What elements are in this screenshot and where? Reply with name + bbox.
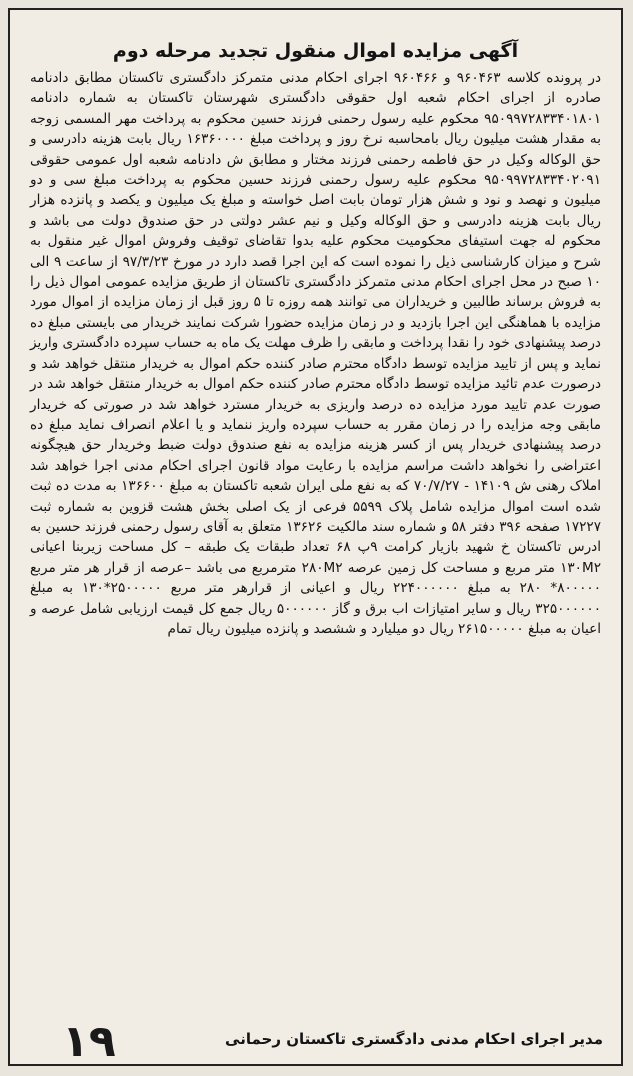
notice-number: ۱۹ (62, 1016, 116, 1067)
auction-notice (8, 8, 623, 1066)
notice-title: آگهی مزایده اموال منقول تجدید مرحله دوم (112, 40, 519, 62)
notice-signature: مدیر اجرای احکام مدنی دادگستری تاکستان رحمانی (225, 1030, 603, 1048)
notice-body: در پرونده کلاسه ۹۶۰۴۶۳ و ۹۶۰۴۶۶ اجرای احکام مدنی متمرکز دادگستری تاکستان مطابق دادنامه صادره از اجرای احکام شعبه اول حقوقی دادگستری شهرستان تاکستان به شماره دادنامه ۹۵۰۹۹۷۲۸۳۳۴۰۱۸۰۱ محکوم علیه رسول رحمنی فرزند حسین محکوم به پرداخت مهر المسمی زوجه به مقدار هشت میلیون ریال بامحاسبه نرخ روز و پرداخت مبلغ ۱۶۳۶۰۰۰۰ ریال بابت هزینه دادرسی و حق الوکاله وکیل در حق فاطمه رحمنی فرزند مختار و مطابق ش دادنامه شعبه اول عمومی حقوقی ۹۵۰۹۹۷۲۸۳۳۴۰۲۰۹۱ محکوم علیه رسول رحمنی فرزند حسین محکوم به پرداخت مبلغ سی و دو میلیون و نهصد و نود و شش هزار تومان بابت اصل خواسته و مبلغ یک میلیون و یکصد و پانزده هزار ریال بابت هزینه دادرسی و حق الوکاله وکیل و نیم عشر دولتی در حق صندوق دولت می باشد و محکوم له جهت استیفای محکومیت محکوم علیه بدوا تقاضای توقیف وفروش اموال غیر منقول به شرح و میزان کارشناسی ذیل را نموده است که این اجرا قصد دارد در مورخ ۹۷/۳/۲۳ از ساعت ۹ الی ۱۰ صبح در محل اجرای احکام مدنی متمرکز دادگستری تاکستان از طریق مزایده عمومی اموال ذیل را به فروش برساند طالبین و خریداران می توانند همه روزه تا ۵ روز قبل از زمان مزایده از اموال مورد مزایده با هماهنگی این اجرا بازدید و در زمان مزایده حضورا شرکت نمایند خریدار می بایستی مبلغ ده درصد پیشنهادی خود را نقدا پرداخت و مابقی را ظرف مهلت یک ماه به حساب سپرده دادگستری واریز نماید و پس از تایید مزایده توسط دادگاه محترم صادر کننده حکم اموال به خریدار منتقل خواهد شد و درصورت عدم تائید مزایده توسط دادگاه محترم صادر کننده حکم اموال به خریدار منتقل خواهد شد در صورت عدم تایید مورد مزایده ده درصد واریزی به خریدار مسترد خواهد شد در صورتی که خریدار مابقی وجه مزایده را در زمان مقرر به حساب سپرده واریز ننماید و یا اعلام انصراف نماید مبلغ ده درصد پیشنهادی خریدار پس از کسر هزینه مزایده به نفع صندوق دولت ضبط وخریدار حق هیچگونه اعتراضی را نخواهد داشت مراسم مزایده با رعایت مواد قانون اجرای احکام مدنی اجرا خواهد شد املاک رهنی ش ۱۴۱۰۹ - ۷۰/۷/۲۷ که به نفع ملی ایران شعبه تاکستان به مبلغ ۱۳۶۶۰۰ به مدت ده ثبت شده است اموال مزایده شامل پلاک ۵۵۹۹ فرعی از یک اصلی بخش هشت قزوین به شماره ثبت ۱۷۲۲۷ صفحه ۳۹۶ دفتر ۵۸ و شماره سند مالکیت ۱۳۶۲۶ متعلق به آقای رسول رحمنی فرزند حسین به ادرس تاکستان خ شهید بازیار کرامت ۹پ ۶۸ تعداد طبقات یک طبقه – کل مساحت زیربنا اعیانی ۱۳۰M۲ متر مربع و مساحت کل زمین عرصه ۲۸۰M۲ مترمربع می باشد –عرصه از قرار هر متر مربع ۸۰۰۰۰۰* ۲۸۰ به مبلغ ۲۲۴۰۰۰۰۰۰ ریال و اعیانی از قرارهر متر مربع ۲۵۰۰۰۰۰*۱۳۰ به مبلغ ۳۲۵۰۰۰۰۰۰ ریال و سایر امتیازات اب برق و گاز ۵۰۰۰۰۰۰ ریال جمع کل قیمت ارزیابی شامل عرصه و اعیان به مبلغ ۲۶۱۵۰۰۰۰۰ ریال دو میلیارد و ششصد و پانزده میلیون ریال تمام (30, 70, 602, 637)
